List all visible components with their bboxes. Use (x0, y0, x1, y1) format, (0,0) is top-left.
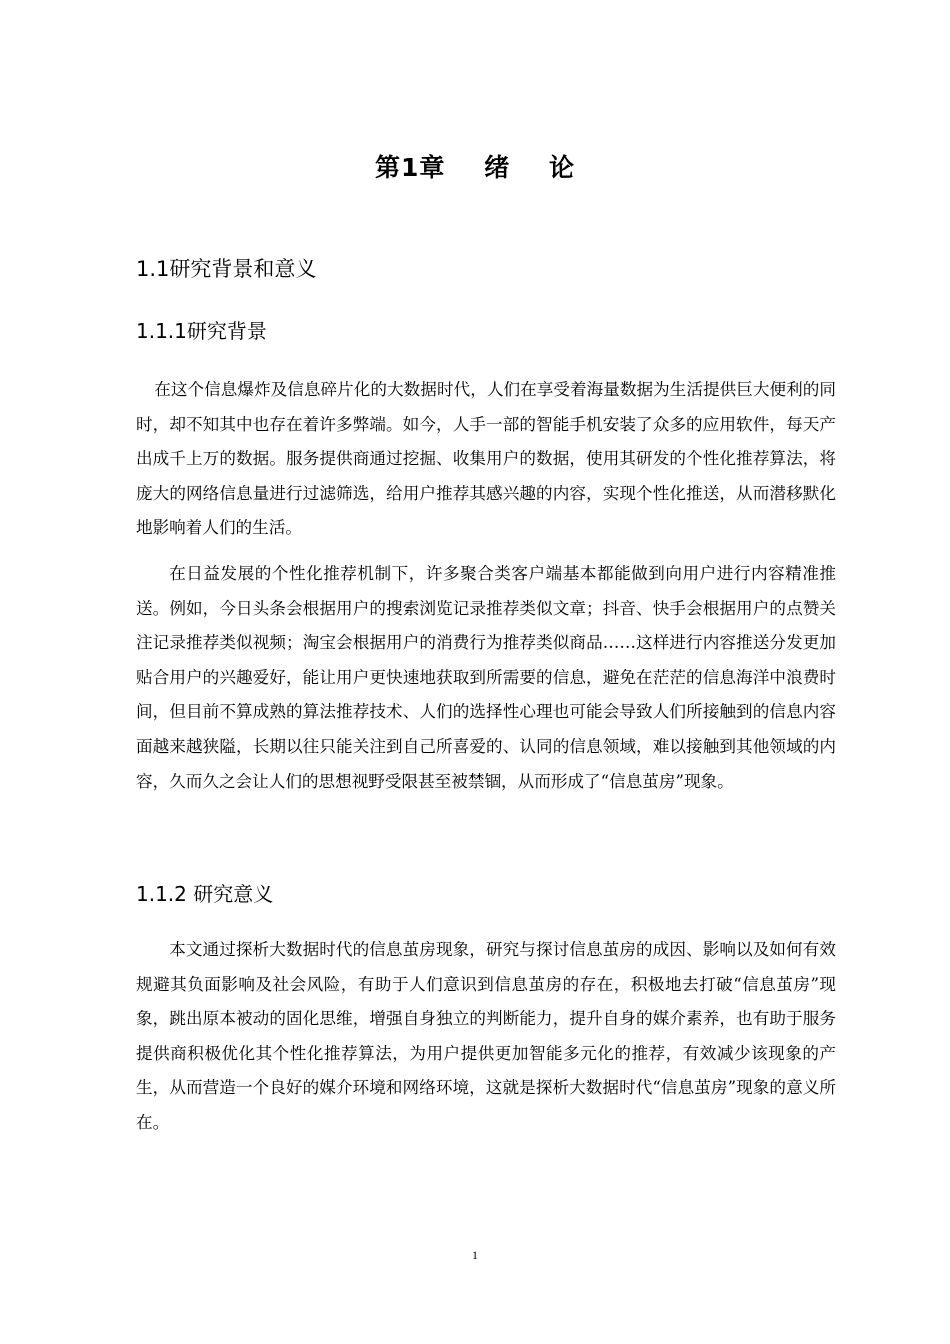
section-heading: 1.1研究背景和意义 (136, 257, 317, 281)
chapter-title: 第1章 绪 论 (374, 153, 576, 182)
paragraph-background-2: 在日益发展的个性化推荐机制下，许多聚合类客户端基本都能做到向用户进行内容精准推送。例如，今日头条会根据用户的搜索浏览记录推荐类似文章；抖音、快手会根据用户的点赞关注记录推荐类似视频；淘宝会根据用户的消费行为推荐类似商品……这样进行内容推送分发更加贴合用户的兴趣爱好，能让用户更快速地获取到所需要的信息，避免在茫茫的信息海洋中浪费时间，但目前不算成熟的算法推荐技术、人们的选择性心理也可能会导致人们所接触到的信息内容面越来越狭隘，长期以往只能关注到自己所喜爱的、认同的信息领域，难以接触到其他领域的内容，久而久之会让人们的思想视野受限甚至被禁锢，从而形成了“信息茧房”现象。 (136, 564, 836, 791)
subsection-heading-significance: 1.1.2 研究意义 (136, 882, 274, 906)
paragraph-significance: 本文通过探析大数据时代的信息茧房现象，研究与探讨信息茧房的成因、影响以及如何有效规避其负面影响及社会风险，有助于人们意识到信息茧房的存在，积极地去打破“信息茧房”现象，跳出原本被动的固化思维，增强自身独立的判断能力，提升自身的媒介素养，也有助于服务提供商积极优化其个性化推荐算法，为用户提供更加智能多元化的推荐，有效减少该现象的产生，从而营造一个良好的媒介环境和网络环境，这就是探析大数据时代“信息茧房”现象的意义所在。 (136, 940, 836, 1132)
subsection-heading-background: 1.1.1研究背景 (136, 319, 267, 343)
paragraph-background-1: 在这个信息爆炸及信息碎片化的大数据时代，人们在享受着海量数据为生活提供巨大便利的同时，却不知其中也存在着许多弊端。如今，人手一部的智能手机安装了众多的应用软件，每天产出成千上万的数据。服务提供商通过挖掘、收集用户的数据，使用其研发的个性化推荐算法，将庞大的网络信息量进行过滤筛选，给用户推荐其感兴趣的内容，实现个性化推送，从而潜移默化地影响着人们的生活。 (136, 380, 836, 538)
page-number: 1 (472, 1248, 478, 1262)
